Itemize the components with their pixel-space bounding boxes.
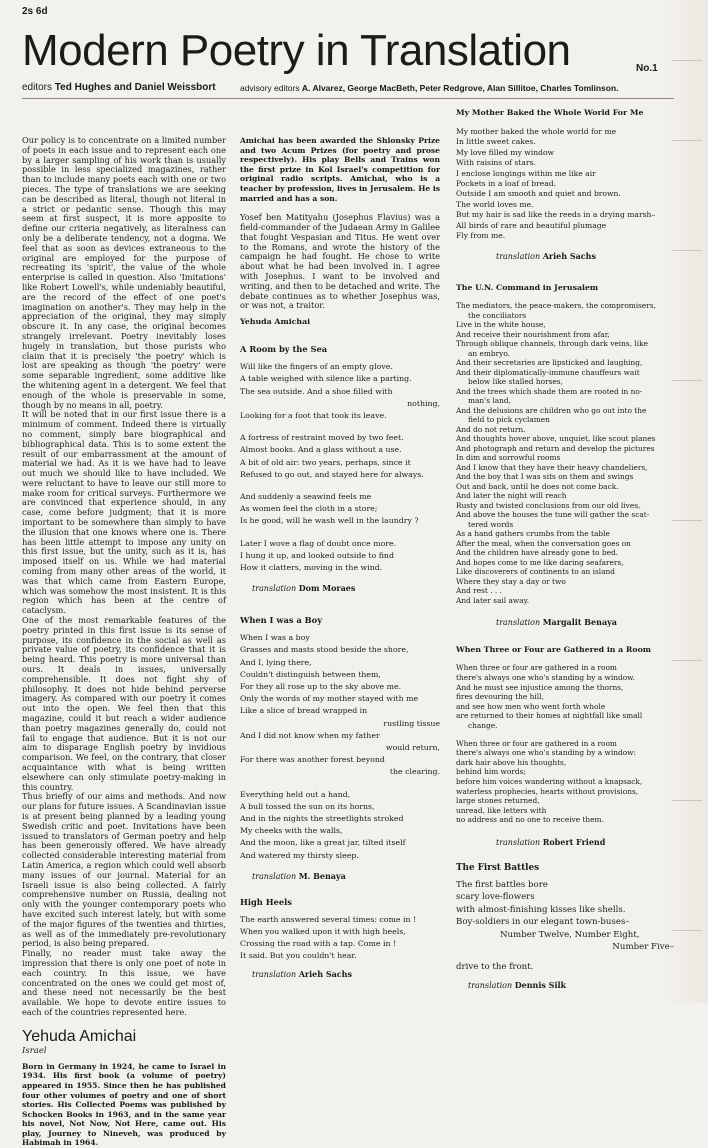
poem-line: Looking for a foot that took its leave. xyxy=(240,410,387,420)
poem-line: Outside I am smooth and quiet and brown. xyxy=(456,189,621,199)
poem-line: scary love-flowers xyxy=(456,892,535,903)
poem-line: The sea outside. And a shoe filled with xyxy=(240,386,393,396)
poem-line: And later the night will reach xyxy=(456,491,567,501)
poem-line: As women feel the cloth in a store; xyxy=(240,504,378,514)
translation-credit xyxy=(456,837,674,847)
poem-title: When I was a Boy xyxy=(240,615,323,626)
poem-line: an embryo. xyxy=(468,348,511,358)
poem-line: Where they stay a day or two xyxy=(456,576,566,586)
poem-line: Like discoverers of continents to an island xyxy=(456,567,616,577)
translation-credit xyxy=(240,969,440,979)
bleed-mark xyxy=(672,930,702,931)
poem-my-mother-baked xyxy=(456,127,674,241)
bleed-mark xyxy=(672,250,702,251)
poem-line: And photograph and return and develop the pictures xyxy=(456,443,655,453)
poem-line: Couldn't distinguish between them, xyxy=(240,669,381,679)
poem-line: After the meal, when the conversation goes on xyxy=(456,538,631,548)
translation-label: translation xyxy=(496,618,541,628)
translation-label: translation xyxy=(496,252,541,262)
poem-line: And rest . . . xyxy=(456,586,502,596)
poem-line: I enclose longings within me like air xyxy=(456,168,596,178)
poem-line: All birds of rare and beautiful plumage xyxy=(456,220,607,230)
poem-line: And I, lying there, xyxy=(240,657,312,667)
masthead-rule xyxy=(22,98,674,99)
poem-line: And the trees which shade them are rooted in no- xyxy=(456,386,643,396)
poem-line: Crossing the road with a tap. Come in ! xyxy=(240,939,397,949)
translation-label: translation xyxy=(468,980,513,990)
poem-line: And their secretaries are lipsticked and laughing, xyxy=(456,358,643,368)
translation-credit xyxy=(240,583,440,593)
poem-line: the conciliators xyxy=(468,310,527,320)
poem-line: I hung it up, and looked outside to find xyxy=(240,550,394,560)
editorial-paragraph: Finally, no reader must take away the impression that there is only one poet of note in each country. In this issue, we have concentrated on the ones we could get most of, and these need not necessarily be the best available. We hope to devote entire issues to each of the countries represented here. xyxy=(22,948,226,1017)
poem-line: Grasses and masts stood beside the shore, xyxy=(240,645,409,655)
poem-line: The world loves me. xyxy=(456,199,534,209)
translator-name: Dom Moraes xyxy=(298,583,356,594)
poem-line: It said. But you couldn't hear. xyxy=(240,951,357,961)
column-right xyxy=(456,108,674,990)
poem-line: How it clatters, moving in the wind. xyxy=(240,562,383,572)
poem-line: there's always one who's standing by a window: xyxy=(456,748,636,758)
poem-line: And later sail away. xyxy=(456,595,530,605)
poem-line: My love filled my window xyxy=(456,147,555,157)
poem-line: are returned to their homes at nightfall like small xyxy=(456,711,643,721)
editorial-paragraph: It will be noted that in our first issue there is a minimum of comment. Indeed there is virtually no comment, simply bare biographical and bibliographical data. This is to some extent the result of our embarrassment at the amount of material we had. As it is we have had to leave out much we should like to have included. We were reluctant to have to leave our still more to make room for critical surveys. Furthermore we are convinced that experience should, in any case, come before judgment; that it is more important to be somewhere than simply to have the illusion that one knows where one is. There has been little attempt to impose any unity on this first issue, but the unity, such as it is, has imposed itself on us. While we had material coming from many other areas of the world, it was that which came from Eastern Europe, which was somehow the most insistent. It is this region which has been at the centre of cataclysm. xyxy=(22,409,226,616)
translation-credit xyxy=(240,871,440,881)
poem-line: Only the words of my mother stayed with me xyxy=(240,694,419,704)
poem-title: High Heels xyxy=(240,896,292,907)
poem-line: field to pick cyclamen xyxy=(468,415,550,425)
translation-label: translation xyxy=(252,969,297,979)
poem-line: In little sweet cakes. xyxy=(456,137,536,147)
advisory-label: advisory editors xyxy=(240,83,300,93)
poem-line: change. xyxy=(468,721,498,731)
poem-high-heels xyxy=(240,914,440,963)
poem-line: large stones returned, xyxy=(456,796,540,806)
poem-line: Later I wove a flag of doubt once more. xyxy=(240,538,397,548)
poem-line: fires devouring the hill, xyxy=(456,692,544,702)
poem-line: Refused to go out, and stayed here for always. xyxy=(240,469,424,479)
poem-line: With raisins of stars. xyxy=(456,158,536,168)
poet-name: Yehuda Amichai xyxy=(22,1027,137,1045)
poem-title: The U.N. Command in Jerusalem xyxy=(456,283,599,293)
editorial-paragraph: Thus briefly of our aims and methods. And now our plans for future issues. A Scandinavian issue is at present being planned by a leading young Swedish critic and poet. Invitations have been issued to translators of German poetry and help has been generously offered. We have already collected considerable interesting material from Latin America, a region which could well absorb many issues of our journal. Material for an Israeli issue is also being collected. A fairly comprehensive number on Russia, dealing not only with the younger contemporary poets who have excited such interest lately, but with some of the major figures of the twenties and thirties, as well as of the immediately pre-revolutionary period, is also being prepared. xyxy=(22,791,226,949)
poem-line: with almost-finishing kisses like shells. xyxy=(456,904,626,915)
poem-line: the clearing. xyxy=(389,767,440,777)
poem-line: And above the houses the tune will gather the scat- xyxy=(456,510,650,520)
poem-line: And thoughts hover above, unquiet, like scout planes xyxy=(456,434,656,444)
advisory-line xyxy=(240,83,619,93)
translator-name: Dennis Silk xyxy=(514,979,567,990)
poem-title: My Mother Baked the Whole World For Me xyxy=(456,108,644,117)
poem-line: And the boy that I was sits on them and swings xyxy=(456,472,634,482)
translator-name: Margalit Benaya xyxy=(542,617,617,628)
poem-first-battles xyxy=(456,879,674,974)
issue-number: No.1 xyxy=(636,63,658,74)
poem-line: Fly from me. xyxy=(456,231,506,241)
bleed-mark xyxy=(672,660,702,661)
poem-line: And I know that they have their heavy chandeliers, xyxy=(456,462,648,472)
poem-line: The first battles bore xyxy=(456,879,548,890)
poem-line: When I was a boy xyxy=(240,633,310,643)
poem-line: Live in the white house, xyxy=(456,320,546,330)
poem-line: Through oblique channels, through dark veins, like xyxy=(456,339,649,349)
editorial-paragraph: One of the most remarkable features of the poetry printed in this first issue is its sense of purpose, its confidence in the social as well as private value of poetry, its confidence that it is being heard. This poetry is more universal than ours. It deals in issues, universally comprehensible. It does not fight shy of philosophy. It does not hide behind perverse imagery. As compared with our poetry it comes out into the open. We feel then that this magazine, could it but reach a wider audience than poetry magazines generally do, could not fail to engage that audience. But it is not our aim to disparage English poetry by invidious comparison. We feel, on the contrary, that closer acquaintance with what is being written elsewhere can only stimulate poetry-making in this country. xyxy=(22,615,226,792)
poem-line: For they all rose up to the sky above me. xyxy=(240,681,402,691)
poem-line: A fortress of restraint moved by two feet. xyxy=(240,433,404,443)
poem-title: The First Battles xyxy=(456,862,540,873)
poem-line: Pockets in a loaf of bread. xyxy=(456,179,557,189)
poem-line: drive to the front. xyxy=(456,962,534,973)
poem-line: Number Twelve, Number Eight, xyxy=(500,929,640,940)
poem-when-i-was-a-boy xyxy=(240,632,440,862)
poem-line: As a hand gathers crumbs from the table xyxy=(456,529,610,539)
poem-line: man's land, xyxy=(468,396,511,406)
poem-line: Almost books. And a glass without a use. xyxy=(240,445,402,455)
editors-line xyxy=(22,82,216,93)
poem-line: Like a slice of bread wrapped in xyxy=(240,706,368,716)
bleed-mark xyxy=(672,380,702,381)
poem-line: And do not return. xyxy=(456,424,526,434)
poet-note: Yosef ben Matityahu (Josephus Flavius) was a field-commander of the Judaean Army in Galilee that fought Vespasian and Titus. He went over to the Romans, and wrote the history of the campaign he had fought. He chose to write about what he had been involved in. I agree with Josephus. I want to be involved and writing, and then to be detached and write. The debate continues as to whether Josephus was, or was not, a traitor. xyxy=(240,212,440,311)
poem-line: Everything held out a hand, xyxy=(240,789,351,799)
poem-line: A bit of old air: two years, perhaps, since it xyxy=(240,457,411,467)
poem-line: dark hair above his thoughts, xyxy=(456,757,567,767)
poem-three-or-four xyxy=(456,663,674,825)
poem-title: When Three or Four are Gathered in a Room xyxy=(456,645,652,655)
poem-line: tered words xyxy=(468,519,514,529)
translator-name: Arieh Sachs xyxy=(298,968,352,979)
poem-line: And the delusions are children who go out into the xyxy=(456,405,647,415)
poem-line: would return, xyxy=(385,743,440,752)
editorial-paragraph: Our policy is to concentrate on a limited number of poets in each issue and to represent each one by a larger sampling of his work than is usually possible in less specialized magazines, rather than to include many poets each with one or two pieces. The type of translations we are seeking can be described as literal, though not literal in a strict or pedantic sense. Though this may seem at first suspect, it is more apposite to define our criteria negatively, as literalness can only be a deliberate tendency, not a dogma. We feel that as soon as devices extraneous to the original are employed for the purpose of recreating its 'spirit', the value of the whole enterprise is called in question. Also 'Imitations' like Robert Lowell's, while undeniably beautiful, are the record of the effect of one poet's imagination on another's. They may help in the appreciation of the original, they may simply obscure it. In any case, the original becomes strangely irrelevant. Poetry inevitably loses hugely in translation, but those purists who claim that it is precisely 'the poetry' which is lost are speaking as though 'the poetry' were some separable ingredient, some additive like the whitening agent in a detergent. We feel that enough of the whole is preservable in some, though by no means in all, poetry. xyxy=(22,135,226,410)
poem-line: And hopes come to me like daring seafarers, xyxy=(456,557,624,567)
poem-line: For there was another forest beyond xyxy=(240,755,385,765)
poem-line: Boy-soldiers in our elegant town-buses– xyxy=(456,917,630,928)
advisory-names: A. Alvarez, George MacBeth, Peter Redgrove, Alan Sillitoe, Charles Tomlinson. xyxy=(301,83,619,93)
poem-line: A bull tossed the sun on its horns, xyxy=(240,801,375,811)
poem-line: The mediators, the peace-makers, the compromisers, xyxy=(456,301,656,311)
poem-line: Will like the fingers of an empty glove. xyxy=(240,362,393,372)
poem-title: A Room by the Sea xyxy=(240,344,328,355)
poem-line: A table weighed with silence like a parting. xyxy=(240,374,412,384)
poem-line: But my hair is sad like the reeds in a drying marsh– xyxy=(456,210,656,220)
poem-line: When three or four are gathered in a room xyxy=(456,738,617,748)
poem-line: unread, like letters with xyxy=(456,805,547,815)
price: 2s 6d xyxy=(22,6,48,17)
bleed-mark xyxy=(672,60,702,61)
note-signature: Yehuda Amichai xyxy=(240,317,311,327)
poem-line: rustling tissue xyxy=(383,718,440,728)
masthead-title: Modern Poetry in Translation xyxy=(22,26,571,75)
translator-name: Arieh Sachs xyxy=(542,251,596,262)
poem-line: And in the nights the streetlights stroked xyxy=(240,814,404,824)
bleed-mark xyxy=(672,520,702,521)
poem-line: Number Five– xyxy=(612,942,674,952)
editors-label: editors xyxy=(22,82,53,93)
poem-line: My cheeks with the walls, xyxy=(240,826,343,836)
poem-line: When three or four are gathered in a room xyxy=(456,663,617,673)
poem-line: no address and no one to receive them. xyxy=(456,815,604,825)
poem-line: And the children have already gone to bed. xyxy=(456,548,619,558)
poem-line: waterless prophecies, hearts without provisions, xyxy=(456,786,639,796)
poem-line: The earth answered several times: come in ! xyxy=(240,914,417,924)
editors-names: Ted Hughes and Daniel Weissbort xyxy=(54,82,216,93)
column-middle xyxy=(240,136,440,979)
poem-line: And the moon, like a great jar, tilted itself xyxy=(240,838,406,848)
poem-line: My mother baked the whole world for me xyxy=(456,127,617,136)
poem-line: And watered my thirsty sleep. xyxy=(240,850,359,860)
bleed-mark xyxy=(672,800,702,801)
translation-label: translation xyxy=(252,584,297,594)
poet-country: Israel xyxy=(22,1045,47,1056)
translator-name: M. Benaya xyxy=(298,870,346,881)
translation-label: translation xyxy=(252,871,297,881)
poem-un-command xyxy=(456,301,674,605)
poem-line: below like stalled horses, xyxy=(468,377,563,387)
poet-bio: Born in Germany in 1924, he came to Israel in 1934. His first book (a volume of poetry) appeared in 1955. Since then he has published four other volumes of poetry and one of short stories. His Collected Poems was published by Schocken Books in 1963, and in the same year his novel, Not Now, Not Here, came out. His play, Journey to Nineveh, was produced by Habimah in 1964. xyxy=(22,1061,226,1148)
poem-room-by-the-sea xyxy=(240,361,440,574)
poem-line: And receive their nourishment from afar, xyxy=(456,329,610,339)
translation-credit xyxy=(456,617,674,627)
poem-line: And their diplomatically-immune chauffeurs wait xyxy=(456,367,640,377)
poem-line: And suddenly a seawind feels me xyxy=(240,491,372,501)
poem-line: and see how men who went forth whole xyxy=(456,701,606,711)
poem-line: before him voices wandering without a knapsack, xyxy=(456,777,643,786)
poem-line: When you walked upon it with high heels, xyxy=(240,927,406,937)
poem-line: Is he good, will he wash well in the laundry ? xyxy=(240,516,419,526)
translation-credit xyxy=(456,980,674,990)
poem-line: And he must see injustice among the thorns, xyxy=(456,682,624,692)
translation-credit xyxy=(456,251,674,261)
poem-line: nothing, xyxy=(407,398,440,408)
column-editorial xyxy=(22,136,226,1148)
poem-line: And I did not know when my father xyxy=(240,730,380,740)
bio-continued: Amichai has been awarded the Shlonsky Prize and two Acum Prizes (for poetry and prose respectively). His play Bells and Trains won the first prize in Kol Israel's competition for original radio scripts. Amichai, who is a teacher by profession, lives in Jerusalem. He is married and has a son. xyxy=(240,136,440,203)
poem-line: Out and back, until he does not come back. xyxy=(456,481,619,491)
poem-line: Rusty and twisted conclusions from our old lives, xyxy=(456,500,641,510)
poem-line: In dim and sorrowful rooms xyxy=(456,453,561,463)
translator-name: Robert Friend xyxy=(542,836,606,847)
poem-line: behind him words; xyxy=(456,767,526,777)
poem-line: there's always one who's standing by a window. xyxy=(456,673,635,683)
bleed-mark xyxy=(672,140,702,141)
translation-label: translation xyxy=(496,837,541,847)
